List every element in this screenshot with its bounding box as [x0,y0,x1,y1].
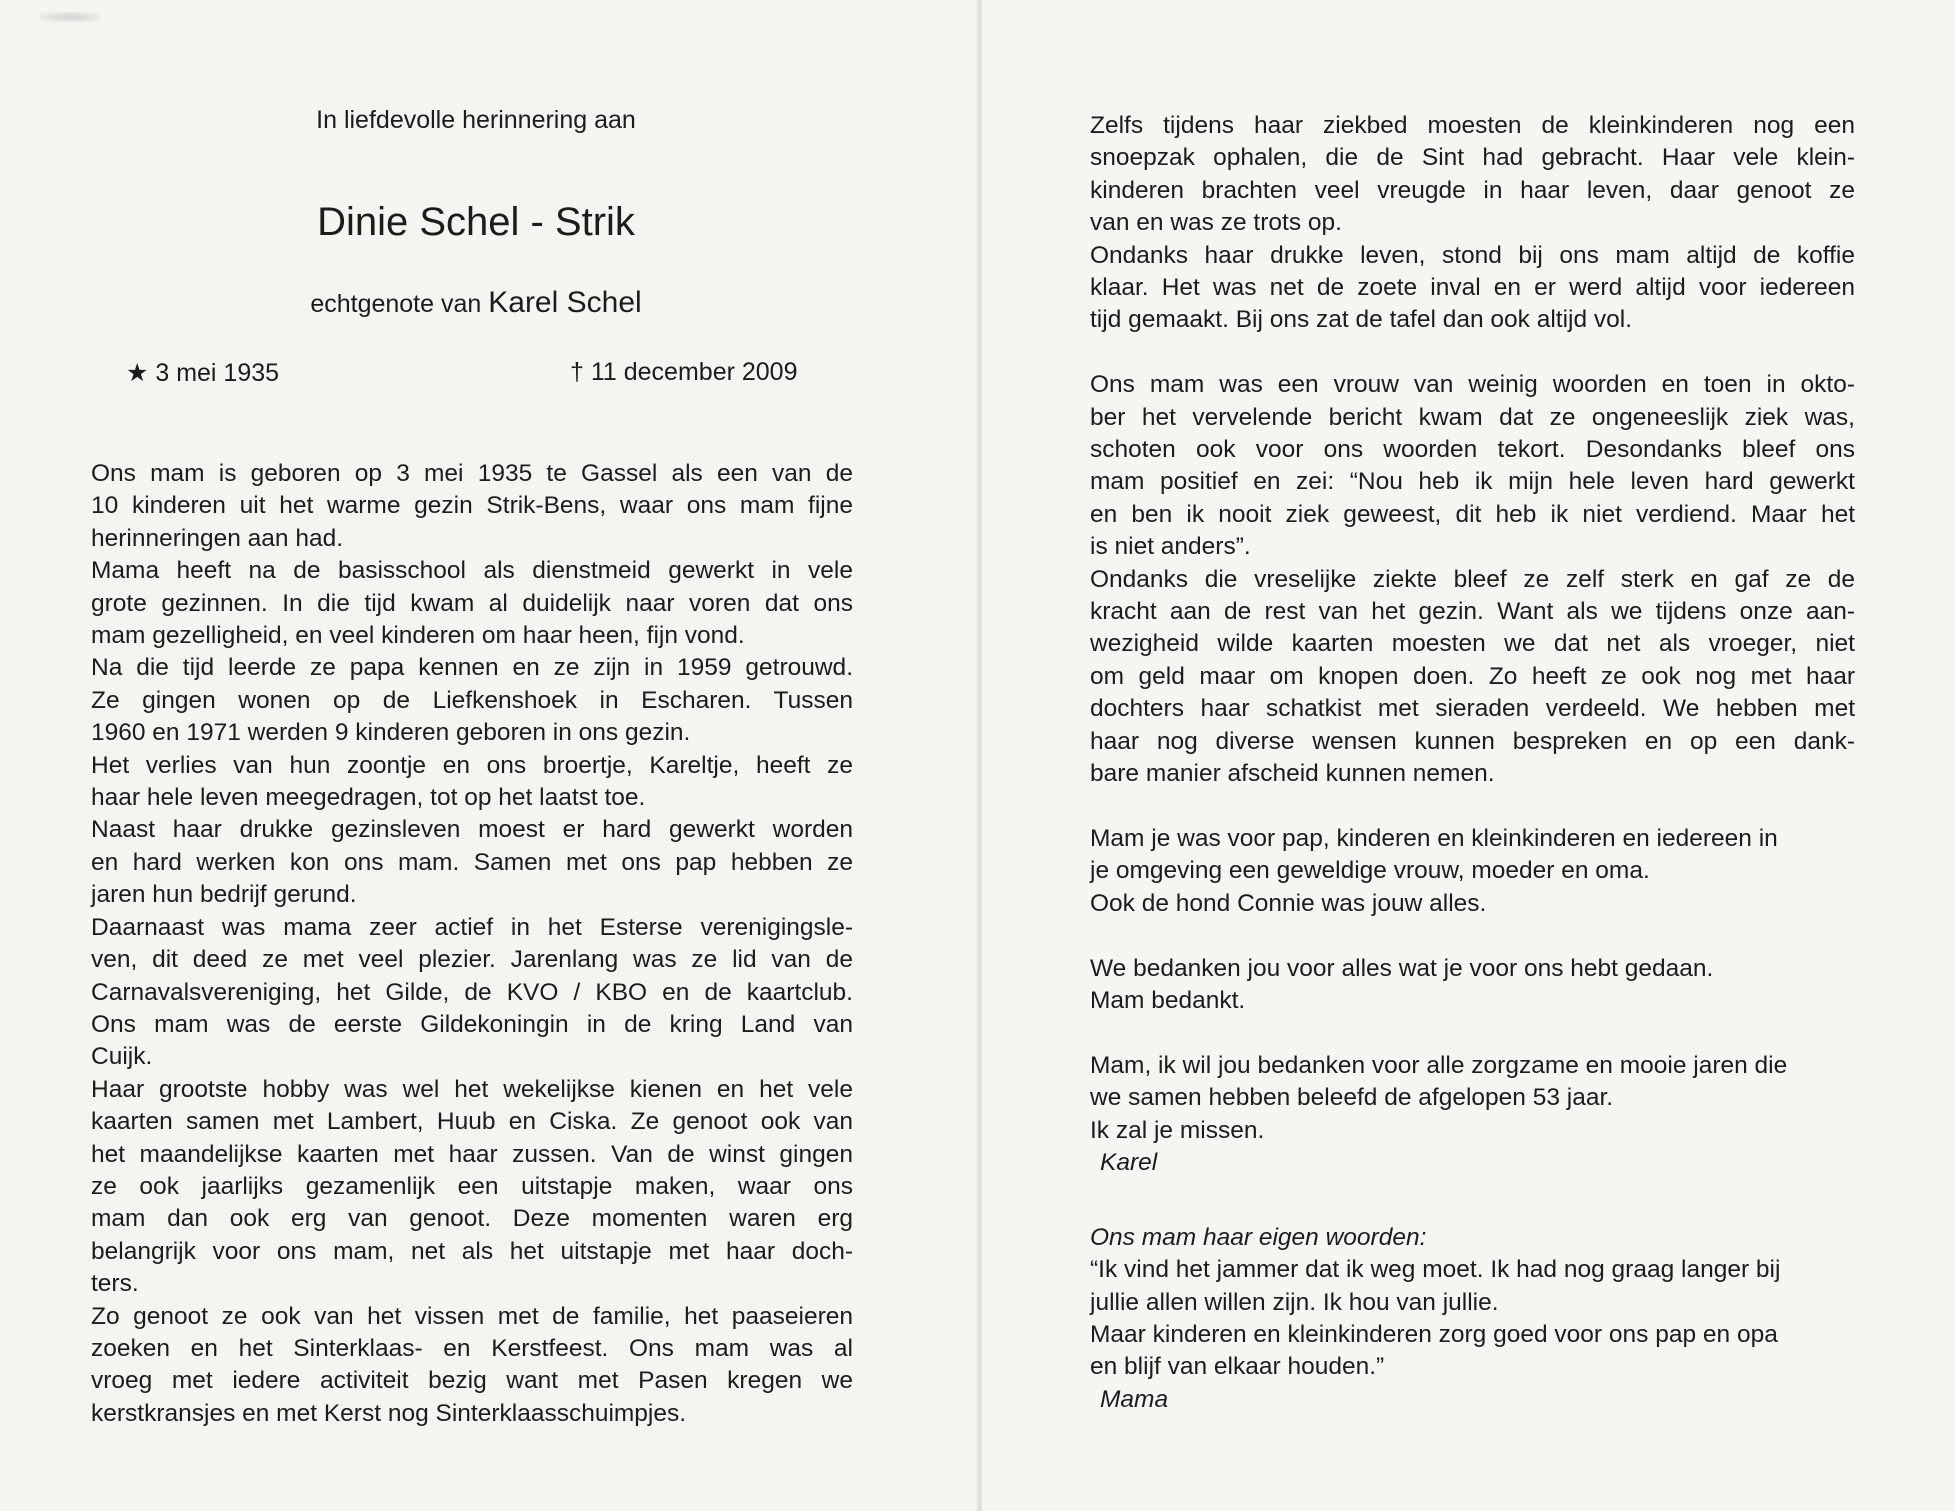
paper-smudge [40,12,100,22]
text-line: We bedanken jou voor alles wat je voor ons hebt gedaan. [1090,954,1714,982]
paragraph-husband [1090,1050,1855,1147]
text-line: Ondanks haar drukke leven, stond bij ons mam altijd de koffie [1090,241,1855,269]
paragraph-own-words [1090,1254,1855,1384]
text-line: Ons mam is geboren op 3 mei 1935 te Gassel als een van de [91,460,853,487]
text-line: Daarnaast was mama zeer actief in het Esterse verenigingsle- [91,913,853,941]
text-line: haar nog diverse wensen kunnen bespreken en op een dank- [1090,727,1855,755]
text-line: Ons mam was de eerste Gildekoningin in de kring Land van [91,1010,853,1038]
text-line: schoten ook voor ons woorden tekort. Desondanks bleef ons [1090,436,1855,464]
text-line: ven, dit deed ze met veel plezier. Jarenlang was ze lid van de [91,946,853,974]
text-line: Haar grootste hobby was wel het wekelijkse kienen en het vele [91,1075,853,1103]
text-line: tijd gemaakt. Bij ons zat de tafel dan ook altijd vol. [1090,306,1633,334]
biography-text [91,458,853,1430]
quote-heading: Ons mam haar eigen woorden: [1090,1223,1427,1251]
paragraph-illness [1090,110,1855,337]
text-line: en hard werken kon ons mam. Samen met ons pap hebben ze [91,848,853,876]
text-line: Zelfs tijdens haar ziekbed moesten de kleinkinderen nog een [1090,112,1855,139]
text-line: klaar. Het was net de zoete inval en er werd altijd voor iedereen [1090,274,1855,302]
spouse-line [176,286,776,320]
death-date: † 11 december 2009 [570,358,798,386]
text-line: Het verlies van hun zoontje en ons broertje, Kareltje, heeft ze [91,751,853,779]
text-line: Ze gingen wonen op de Liefkenshoek in Escharen. Tussen [91,686,853,714]
text-line: zoeken en het Sinterklaas- en Kerstfeest. Ons mam was al [91,1334,853,1362]
text-line: dochters haar schatkist met sieraden verdeeld. We hebben met [1090,695,1855,723]
text-line: mam positief en zei: “Nou heb ik mijn hele leven hard gewerkt [1090,468,1855,496]
text-line: Cuijk. [91,1043,153,1071]
text-line: haar hele leven meegedragen, tot op het laatst toe. [91,784,646,812]
text-line: jaren hun bedrijf gerund. [91,881,357,909]
text-line: kerstkransjes en met Kerst nog Sinterklaasschuimpjes. [91,1399,687,1427]
text-line: Mama heeft na de basisschool als dienstmeid gewerkt in vele [91,557,853,585]
text-line: Mam bedankt. [1090,986,1246,1014]
paragraph-tribute [1090,823,1855,920]
spouse-name: Karel Schel [488,286,642,319]
text-line: Mam, ik wil jou bedanken voor alle zorgzame en mooie jaren die [1090,1051,1788,1079]
text-line: “Ik vind het jammer dat ik weg moet. Ik had nog graag langer bij [1090,1256,1781,1284]
text-line: je omgeving een geweldige vrouw, moeder en oma. [1090,857,1650,885]
intro-line: In liefdevolle herinnering aan [316,106,636,134]
signature-karel: Karel [1100,1148,1158,1176]
text-line: snoepzak ophalen, die de Sint had gebracht. Haar vele klein- [1090,144,1855,172]
text-line: Ondanks die vreselijke ziekte bleef ze zelf sterk en gaf ze de [1090,565,1855,593]
text-line: mam gezelligheid, en veel kinderen om haar heen, fijn vond. [91,622,745,650]
deceased-name: Dinie Schel - Strik [317,200,635,244]
text-line: Naast haar drukke gezinsleven moest er hard gewerkt worden [91,816,853,844]
text-line: grote gezinnen. In die tijd kwam al duidelijk naar voren dat ons [91,589,853,617]
text-line: mam dan ook erg van genoot. Deze momenten waren erg [91,1205,853,1233]
text-line: wezigheid wilde kaarten moesten we dat net als vroeger, niet [1090,630,1855,658]
paragraph-diagnosis [1090,369,1855,790]
text-line: we samen hebben beleefd de afgelopen 53 jaar. [1090,1084,1614,1112]
text-line: van en was ze trots op. [1090,209,1342,237]
text-line: kaarten samen met Lambert, Huub en Ciska. Ze genoot ook van [91,1108,853,1136]
text-line: herinneringen aan had. [91,524,344,552]
text-line: ber het vervelende bericht kwam dat ze ongeneeslijk ziek was, [1090,403,1855,431]
text-line: 1960 en 1971 werden 9 kinderen geboren in ons gezin. [91,719,691,747]
text-line: en blijf van elkaar houden.” [1090,1353,1385,1381]
text-line: en ben ik nooit ziek geweest, dit heb ik niet verdiend. Maar het [1090,500,1855,528]
text-line: het maandelijkse kaarten met haar zussen. Van de winst gingen [91,1140,853,1168]
text-line: jullie allen willen zijn. Ik hou van jullie. [1090,1288,1499,1316]
text-line: ters. [91,1270,139,1298]
paragraph-thanks [1090,953,1855,1018]
text-line: ze ook jaarlijks gezamenlijk een uitstapje maken, waar ons [91,1172,853,1200]
spouse-prefix: echtgenote van [310,290,482,318]
text-line: Ons mam was een vrouw van weinig woorden en toen in okto- [1090,371,1855,399]
text-line: kinderen brachten veel vreugde in haar leven, daar genoot ze [1090,176,1855,204]
text-line: Ook de hond Connie was jouw alles. [1090,889,1487,917]
text-line: Ik zal je missen. [1090,1116,1265,1144]
text-line: is niet anders”. [1090,533,1251,561]
text-line: kracht aan de rest van het gezin. Want als we tijdens onze aan- [1090,598,1855,626]
text-line: 10 kinderen uit het warme gezin Strik-Bens, waar ons mam fijne [91,492,853,520]
text-line: Mam je was voor pap, kinderen en kleinkinderen en iedereen in [1090,824,1778,852]
text-line: bare manier afscheid kunnen nemen. [1090,760,1495,788]
birth-date: ★ 3 mei 1935 [126,359,280,387]
memorial-text [1090,110,1855,1416]
text-line: Carnavalsvereniging, het Gilde, de KVO / KBO en de kaartclub. [91,978,853,1006]
signature-mama: Mama [1100,1385,1169,1413]
text-line: Na die tijd leerde ze papa kennen en ze zijn in 1959 getrouwd. [91,654,853,682]
text-line: Maar kinderen en kleinkinderen zorg goed voor ons pap en opa [1090,1320,1778,1348]
text-line: Zo genoot ze ook van het vissen met de familie, het paaseieren [91,1302,853,1330]
text-line: belangrijk voor ons mam, net als het uitstapje met haar doch- [91,1237,853,1265]
text-line: om geld maar om knopen doen. Zo heeft ze ook nog met haar [1090,662,1855,690]
text-line: vroeg met iedere activiteit bezig want met Pasen kregen we [91,1367,853,1395]
